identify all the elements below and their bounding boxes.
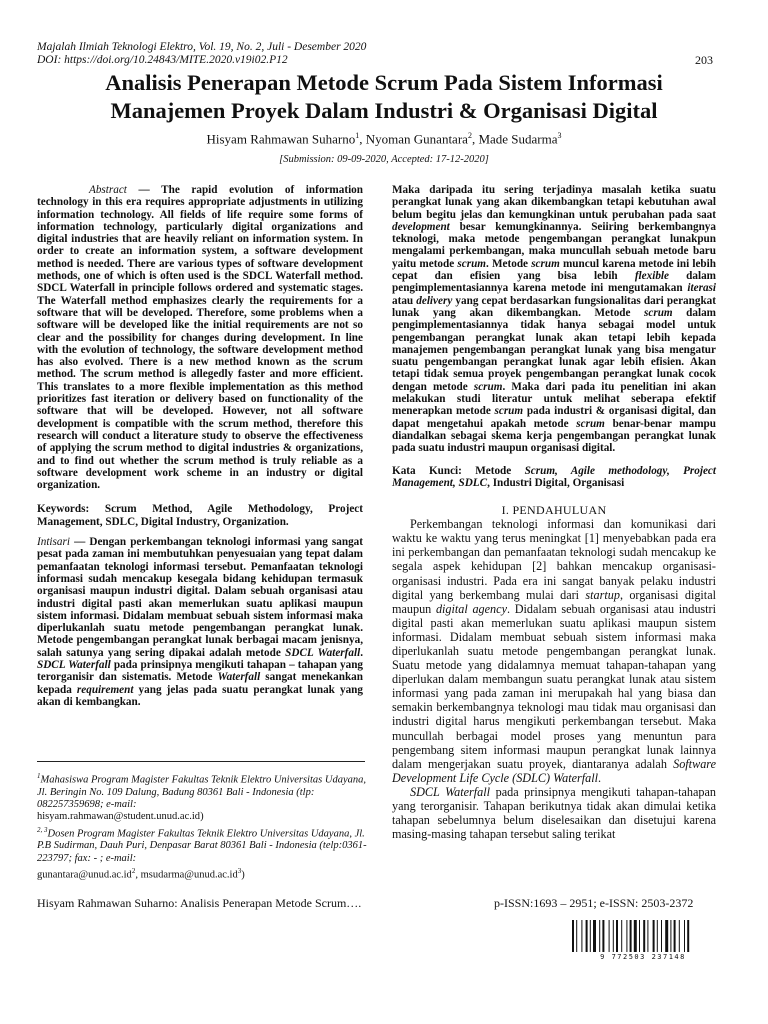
body-emphasis: scrum [473,380,503,393]
body-emphasis: scrum [644,306,673,319]
footnote-1-email[interactable]: hisyam.rahmawan@student.unud.ac.id [37,811,201,823]
intisari-dash: — [69,536,90,549]
title-line-2: Manajemen Proyek Dalam Industri & Organisasi Digital [110,98,658,123]
keywords: Keywords: Scrum Method, Agile Methodology, Project Management, SDLC, Digital Industry, Organization. [37,503,363,528]
body-text: Maka daripada itu sering terjadinya masalah ketika suatu perangkat lunak yang akan dikembangkan tetapi kebutuhan awal belum begitu jelas dan kemungkinan untuk perubahan pada saat [392,184,716,221]
footnote-2 [37,824,367,865]
footnote-2-email-mark: 2 [131,867,136,876]
intisari-text: sangat menekankan kepada [37,671,363,696]
footnote-1-text: Mahasiswa Program Magister Fakultas Teknik Elektro Universitas Udayana, Jl. Beringin No. 109 Dalung, Badung 80361 Bali - Indonesia (tlp: 082257359698; e-mail: [37,774,366,811]
intisari-text: pada prinsipnya mengikuti tahapan – tahapan yang terorganisir dan sistematis. Metode [37,658,364,684]
footnote-1-email-line [37,811,367,823]
abstract-text: The rapid evolution of information technology in this era requires appropriate adjustments in utilizing information technology. All fields of life require some forms of information technology, particularly digital organizations and digital industries that are heavily reliant on information system. In order to create an information system, a software development method is needed. There are various types of software development methods, one of which is often used is the SDCL Waterfall method. SDCL Waterfall in principle follows ordered and systematic stages. The Waterfall method emphasizes clearly the requirements for a software that will be developed. Therefore, some problems when a software will be developed like the initial requirements are not so clear and the possibility for changes during development. In line with the evolution of technology, the software development method has also evolved. There is a new method known as the scrum method. The scrum method is allegedly faster and more efficient. This translates to a more flexible implementation as this method prioritizes fast iteration or delivery based on functionality of the software that will be developed. However, not all software development is compatible with the scrum method, therefore this research will conduct a literature study to observe the effectiveness of applying the scrum method to digital industries & organizations, and to find out whether the scrum method is truly reliable as a software development work scheme in an industry or digital organization. [37,184,363,492]
title-line-1: Analisis Penerapan Metode Scrum Pada Sistem Informasi [105,70,663,95]
right-column [392,184,716,841]
left-column [37,184,363,708]
intisari-emphasis: requirement [76,683,134,696]
author-2-affil: 2 [467,131,472,140]
intisari [37,536,363,708]
journal-citation: Majalah Ilmiah Teknologi Elektro, Vol. 19, No. 2, Juli - Desember 2020 [37,41,367,53]
body-text: , organisasi digital maupun [392,587,716,616]
section-heading: I. PENDAHULUAN [501,503,607,518]
page-number: 203 [695,53,713,67]
body-text: . Didalam sebuah organisasi atau industri digital pasti akan memerlukan suatu aplikasi maupun sistem informasi. Didalam membuat sebuah sistem informasi maka diperlukanlah suatu metode pengembangan perangkat lunak. Suatu metode yang didalamnya memuat tahapan-tahapan yang diperlukan dalam membangun suatu perangkat lunak atau sistem informasi yang pada zaman ini merupakah hal yang biasa dan semakin berkembangnya teknologi mau tidak mau organisasi dan industri digital harus mengikuti perkembangan tersebut. Maka muncullah berbagai model proses yang menuntun para pengembang sitem informasi maupun perangkat lunak lainnya dalam mengerjakan suatu proyek, diantaranya adalah [392,601,717,771]
body-emphasis: development [392,220,450,233]
footnote-2-close: ) [241,869,245,881]
author-3: Made Sudarma [478,131,558,147]
body-emphasis: scrum [494,405,524,418]
body-text: . Maka dari pada itu penelitian ini akan melakukan studi literatur untuk melihat seberapa efektif menerapkan metode [392,380,716,418]
intisari-emphasis: Waterfall [217,671,261,684]
footer-issn: p-ISSN:1693 – 2951; e-ISSN: 2503-2372 [494,896,694,910]
abstract-label: Abstract [89,184,127,196]
body-emphasis: flexible [634,270,669,283]
footnote-2-text: Dosen Program Magister Fakultas Teknik Elektro Universitas Udayana, Jl. P.B Sudirman, Dauh Puri, Denpasar Barat 80361 Bali - Indonesia (telp:0361-223797; fax: - ; e-mail: [37,828,367,864]
footer-running-title: Hisyam Rahmawan Suharno: Analisis Penerapan Metode Scrum…. [37,896,362,910]
intisari-text: yang jelas pada suatu perangkat lunak yang akan di kembangkan. [37,683,363,708]
abstract-dash: — [126,184,162,196]
footnote-2-mark: 2, 3 [37,825,48,834]
doi-link[interactable]: DOI: https://doi.org/10.24843/MITE.2020.v19i02.P12 [37,54,288,66]
author-sep: , [471,131,479,147]
body-text: . Metode [486,257,532,270]
submission-dates: [Submission: 09-09-2020, Accepted: 17-12-2020] [279,154,489,165]
body-text: yang cepat berdasarkan fungsionalitas dari perangkat lunak yang akan dikembangkan. Metode [392,294,716,319]
introduction-paragraph-2 [392,785,716,841]
intisari-text: . [360,646,363,659]
body-text: pada prinsipnya mengikuti tahapan-tahapan yang terorganisir. Tahapan berikutnya tidak akan dimulai ketika tahapan sebelumnya belum diselesaikan dan disetujui karena masing-masing tahapan tersebut saling terikat [392,784,717,842]
paper-title [20,69,748,125]
body-emphasis: delivery [416,294,453,307]
footnote-1 [37,770,367,811]
body-text: besar kemungkinannya. Seiiring berkembangnya teknologi, maka metode pengembangan perangkat lunakpun mengalami perkembangan, maka muncullah sebuah metode baru yaitu metode [392,220,716,270]
body-emphasis: scrum [457,257,487,270]
footnotes [37,770,367,882]
intisari-label: Intisari [37,536,70,549]
author-1-affil: 1 [355,131,360,140]
body-text: atau [392,294,417,307]
body-emphasis: iterasi [687,282,716,295]
kata-kunci [392,465,716,490]
footnote-3-email[interactable]: , msudarma@unud.ac.id [135,869,238,881]
footnote-2-email-line [37,865,367,882]
kata-kunci-label: Kata Kunci: Metode [392,464,525,477]
body-text: benar-benar mampu diandalkan sebagai skema kerja pengembangan perangkat lunak pada suatu industri maupun organisasi digital. [392,417,716,455]
issn-barcode [570,920,716,956]
body-emphasis: digital agency [435,601,507,616]
body-emphasis: scrum [531,257,560,270]
body-text: . [598,770,602,785]
body-text: dalam pengimplementasiannya karena metode ini mengutamakan [392,270,716,295]
author-3-affil: 3 [557,131,562,140]
footnote-divider [37,761,365,762]
author-2: Nyoman Gunantara [365,131,468,147]
footnote-1-close: ) [200,811,204,823]
abstract [37,184,363,491]
footnote-1-mark: 1 [37,772,41,780]
body-text: muncul karena metode ini lebih cepat dan efisien yang bisa lebih [392,257,716,283]
kata-kunci-text: , Industri Digital, Organisasi [487,476,625,489]
abstract-id-continued [392,184,716,455]
body-emphasis: startup [585,587,620,602]
body-emphasis: scrum [576,417,605,430]
body-text: pada industri & organisasi digital, dan dapat mengetahui apakah metode [392,405,716,430]
kata-kunci-emphasis: Scrum, Agile methodology, Project Management, SDLC [392,464,716,489]
body-text: Perkembangan teknologi informasi dan komunikasi dari waktu ke waktu yang terus meningkat [1] menyebabkan pada era ini perkembangan dan pemanfaatan teknologi sudah mencakup ke segala aspek kehidupan [2] bahkan mencakup organisasi-organisasi industri. Pada era ini sangat banyak pelaku industri digital yang berkembang mulai dari [392,517,716,602]
footnote-3-email-mark: 3 [237,867,242,876]
barcode-digits: 9 772503 237148 [600,953,686,961]
intisari-emphasis: SDCL Waterfall [37,658,111,671]
introduction-paragraph-1 [392,517,716,785]
body-emphasis: Software Development Life Cycle (SDLC) Waterfall [392,756,716,785]
intisari-emphasis: SDCL Waterfall [285,646,361,659]
body-text: dalam pengimplementasiannya tidak hanya sebagai model untuk pengembangan perangkat lunak akan tetapi lebih kepada manajemen pengembangan perangkat lunak yang bisa mengatur suatu pengembangan perangkat lunak agar lebih efisien. Akan tetapi tidak semua proyek pengembangan perangkat lunak cocok dengan metode [392,306,716,393]
author-1: Hisyam Rahmawan Suharno [206,131,356,147]
footnote-2-email[interactable]: gunantara@unud.ac.id [37,869,132,881]
intisari-text: Dengan perkembangan teknologi informasi yang sangat pesat pada zaman ini membutuhkan penyesuaian yang tepat dalam pemanfaatan teknologi informasi tersebut. Pemanfaatan teknologi informasi sudah mencakup kesegala bidang kehidupan termasuk organisasi maupun industri digital. Dalam sebuah organisasi atau industri digital pasti akan memerlukan suatu aplikasi maupun sistem informasi. Didalam membuat sebuah sistem informasi maka diperlukanlah suatu metode pengembangan perangkat lunak. Metode pengembangan perangkat lunak berbagai macam jenisnya, salah satunya yang sering dipakai adalah metode [37,536,363,659]
author-list [20,128,748,147]
author-sep: , [359,131,366,147]
body-emphasis: SDCL Waterfall [410,784,491,799]
